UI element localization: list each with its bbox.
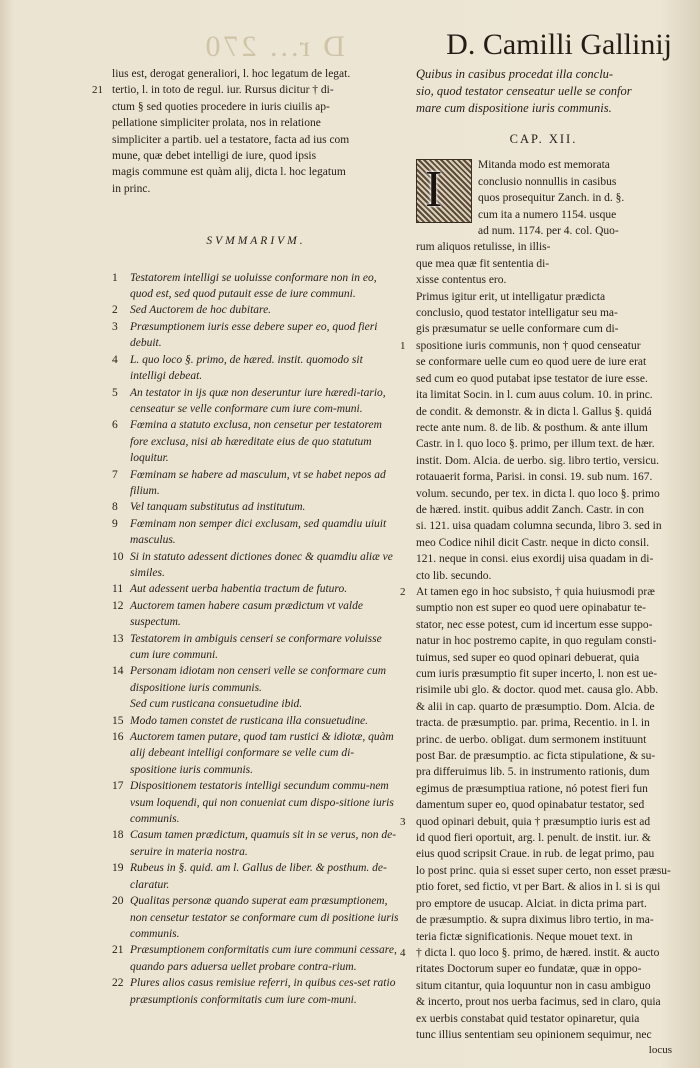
- margin-note-number: 3: [400, 815, 406, 828]
- summary-text: Fœmina a statuto exclusa, non censetur per testatorem fore exclusa, nisi ab hæreditate eius de quo statutum loquitur.: [130, 419, 382, 465]
- summary-number: 16: [112, 731, 124, 744]
- text-line: [112, 164, 400, 180]
- summary-text: Dispositionem testatoris intelligi secundum commu-nem vsum loquendi, qui non conueniat cum dispo-sitione iuris communis.: [130, 780, 394, 826]
- summary-item: [112, 302, 400, 318]
- line-text: lius est, derogat generaliori, l. hoc legatum de legat.: [112, 68, 351, 80]
- line-text: tuimus, sed super eo quod opinari debuerat, quia: [416, 651, 640, 664]
- summary-text: Personam idiotam non censeri velle se conformare cum dispositione iuris communis.: [130, 665, 387, 694]
- line-text: pellatione simpliciter prolata, nos in relatione: [112, 117, 321, 130]
- line-text: de condit. & demonstr. & in dicta l. Gallus §. quidá: [416, 405, 652, 418]
- line-text: At tamen ego in hoc subsisto, † quia huiusmodi præ: [416, 585, 655, 598]
- line-text: recte ante num. 8. de lib. & posthum. & ante illum: [416, 421, 648, 434]
- text-line: [416, 321, 671, 337]
- text-line: [416, 715, 671, 731]
- margin-note-number: 21: [92, 84, 103, 97]
- line-text: quos prosequitur Zanch. in d. §.: [478, 192, 625, 205]
- line-text: id quod fieri oportuit, arg. l. penult. de instit. iur. &: [416, 832, 651, 845]
- summary-item: [112, 385, 400, 418]
- margin-note-number: 1: [400, 339, 406, 352]
- summary-number: 12: [112, 599, 124, 612]
- text-line: [112, 66, 400, 82]
- text-line: [416, 420, 671, 436]
- summary-list: [112, 270, 400, 1008]
- summary-number: 19: [112, 862, 124, 875]
- line-text: & alii in cap. quarto de præsumptio. Dom. Alcia. de: [416, 700, 655, 713]
- margin-note-number: 2: [400, 585, 406, 598]
- line-text: mune, quæ debet intelligi de iure, quod ipsis: [112, 150, 317, 163]
- line-text: Primus igitur erit, ut intelligatur prædicta: [416, 290, 606, 303]
- text-line: [416, 289, 671, 305]
- summary-number: 13: [112, 632, 124, 645]
- line-text: cum iuris præsumptio fit super incerto, l. non est ue-: [416, 668, 658, 680]
- line-text: gis præsumatur se uelle conformare cum di-: [416, 323, 619, 336]
- summary-item: [112, 549, 400, 582]
- text-line: [416, 436, 671, 452]
- summary-text: Fœminam non semper dici exclusam, sed quamdiu uiuit masculus.: [130, 517, 387, 547]
- text-line: [416, 961, 671, 977]
- chapter-summary-italic: [416, 66, 671, 117]
- text-line: [112, 99, 400, 115]
- text-line: [416, 797, 671, 813]
- summary-text: Præsumptionem iuris esse debere super eo, quod fieri debuit.: [130, 320, 378, 350]
- line-text: sed cum eo quod putabat ipse testator de iure esse.: [416, 372, 648, 385]
- line-text: eius quod scripsit Craue. in rub. de legat primo, pau: [416, 848, 655, 861]
- text-line: [416, 272, 671, 288]
- text-line: [416, 387, 671, 403]
- summary-item: [112, 893, 400, 942]
- line-text: se conformare uelle cum eo quod uere de iure erat: [416, 356, 647, 369]
- summary-text: An testator in ijs quæ non deseruntur iure hæredi-tario, censeatur se velle conformare cum iure com-muni.: [130, 386, 386, 415]
- text-line: [416, 223, 671, 239]
- summary-text: Sed cum rusticana consuetudine ibid.: [130, 698, 303, 711]
- summary-item: [112, 696, 400, 712]
- summary-item: [112, 713, 400, 729]
- text-line: [416, 157, 671, 173]
- text-line: [400, 814, 671, 830]
- left-intro-text: [92, 66, 400, 197]
- line-text: ita limitat Socin. in l. cum auus colum. 10. in princ.: [416, 389, 653, 402]
- summary-text: Si in statuto adessent dictiones donec & quamdiu aliæ ve similes.: [130, 550, 393, 579]
- line-text: que mea quæ fit sententia di-: [416, 257, 550, 270]
- summary-number: 18: [112, 829, 124, 842]
- text-line: [416, 978, 671, 994]
- line-text: Mitanda modo est memorata: [478, 159, 610, 172]
- summary-item: [112, 942, 400, 975]
- text-line: [416, 174, 671, 190]
- summary-item: [112, 581, 400, 597]
- line-text: de præsumptio. & supra diximus libro tertio, in ma-: [416, 914, 654, 927]
- text-line: [416, 863, 671, 879]
- line-text: si. 121. uisa quadam columna secunda, libro 3. sed in: [416, 520, 662, 533]
- text-line: [416, 781, 671, 797]
- text-line: [416, 256, 671, 272]
- catchword: locus: [648, 1044, 672, 1056]
- text-line: [416, 912, 671, 928]
- chapter-heading: CAP. XII.: [509, 132, 578, 146]
- summary-text: Testatorem intelligi se uoluisse conformare non in eo, quod est, sed quod putauit esse de iure communi.: [130, 271, 377, 301]
- line-text: xisse contentus ero.: [416, 274, 507, 287]
- summary-number: 3: [112, 320, 118, 333]
- text-line: [416, 830, 671, 846]
- summary-text: Plures alios casus remisiue referri, in quibus ces-set ratio præsumptionis conformitatis cum iure com-muni.: [130, 977, 396, 1006]
- text-line: [416, 650, 671, 666]
- summary-number: 6: [112, 419, 118, 432]
- line-text: egimus de præsumptiua ratione, nó potest fieri fun: [416, 782, 648, 795]
- text-line: [416, 699, 671, 715]
- line-text: tracta. de præsumptio. par. prima, Recentio. in l. in: [416, 717, 650, 730]
- text-line: [416, 1011, 671, 1027]
- text-line: [112, 115, 400, 131]
- text-line: [416, 568, 671, 584]
- line-text: in princ.: [112, 182, 151, 195]
- left-column: [92, 66, 400, 1008]
- text-line: [416, 879, 671, 895]
- text-line: [416, 551, 671, 567]
- line-text: volum. secundo, per tex. in dicta l. quo loco §. primo: [416, 487, 660, 500]
- line-text: pro emptore de usucap. Alciat. in dicta prima part.: [416, 897, 647, 910]
- summary-item: [112, 975, 400, 1008]
- text-line: [416, 633, 671, 649]
- margin-note-number: 4: [400, 946, 406, 959]
- line-text: cto lib. secundo.: [416, 569, 492, 582]
- text-line: [92, 82, 400, 98]
- line-text: 121. neque in consi. eius exordij uisa quadam in di-: [416, 553, 654, 566]
- summary-number: 4: [112, 353, 118, 366]
- text-line: [400, 584, 671, 600]
- italic-line: Quibus in casibus procedat illa conclu-: [416, 67, 614, 81]
- summary-text: Fœminam se habere ad masculum, vt se habet nepos ad filium.: [130, 468, 386, 497]
- text-line: [416, 371, 671, 387]
- line-text: lo post princ. quia si esset super certo, non esset præsu-: [416, 864, 671, 877]
- text-line: [416, 666, 671, 682]
- text-line: [416, 207, 671, 223]
- line-text: tunc illius sententiam seu opinionem sequimur, nec: [416, 1028, 652, 1041]
- summary-number: 17: [112, 780, 124, 793]
- running-header: D. Camilli Gallinij: [446, 28, 672, 61]
- text-line: [416, 404, 671, 420]
- summary-number: 22: [112, 977, 124, 990]
- text-line: [416, 764, 671, 780]
- summary-item: [112, 631, 400, 664]
- summary-item: [112, 729, 400, 778]
- summary-text: Auctorem tamen habere casum prædictum vt valde suspectum.: [130, 599, 363, 629]
- summary-number: 1: [112, 271, 118, 284]
- text-line: [416, 732, 671, 748]
- line-text: situm citantur, quia loquuntur non in casu ambiguo: [416, 979, 651, 992]
- summary-item: [112, 516, 400, 549]
- summary-text: Aut adessent uerba habentia tractum de futuro.: [130, 583, 348, 596]
- summary-text: Testatorem in ambiguis censeri se conformare voluisse cum iure communi.: [130, 632, 382, 661]
- line-text: princ. de uerbo. obligat. dum sermonem instituunt: [416, 733, 647, 746]
- line-text: Castr. in l. quo loco §. primo, per illum text. de hær.: [416, 438, 655, 451]
- text-line: [416, 896, 671, 912]
- line-text: tertio, l. in toto de regul. iur. Rursus dicitur † di-: [112, 84, 334, 97]
- summary-item: [112, 499, 400, 515]
- line-text: sumptio non est super eo quod uere opinabatur te-: [416, 602, 646, 615]
- summary-item: [112, 778, 400, 827]
- line-text: ad num. 1174. per 4. col. Quo-: [478, 225, 619, 238]
- line-text: † dicta l. quo loco §. primo, de hæred. instit. & aucto: [416, 946, 660, 959]
- summary-text: L. quo loco §. primo, de hæred. instit. quomodo sit intelligi debeat.: [130, 353, 363, 383]
- summary-item: [112, 270, 400, 303]
- line-text: ctum § sed quoties procedere in iuris ciuilis ap-: [112, 100, 330, 113]
- text-line: [416, 502, 671, 518]
- summary-item: [112, 827, 400, 860]
- summary-number: 2: [112, 304, 118, 317]
- summary-number: 5: [112, 386, 118, 399]
- summary-number: 9: [112, 517, 118, 530]
- line-text: spositione iuris communis, non † quod censeatur: [416, 339, 641, 352]
- summary-text: Qualitas personæ quando superat eam præsumptionem, non censetur testator se conformare cum di positione iuris communis.: [130, 895, 399, 940]
- text-line: [416, 535, 671, 551]
- line-text: teria fictæ significationis. Neque mouet text. in: [416, 930, 633, 943]
- summary-item: [112, 352, 400, 385]
- text-line: [112, 132, 400, 148]
- line-text: risimile ubi glo. & doctor. quod met. causa glo. Abb.: [416, 684, 659, 697]
- right-column: [400, 66, 671, 1043]
- summary-item: [112, 598, 400, 631]
- text-line: [112, 181, 400, 197]
- summary-item: [112, 467, 400, 500]
- text-line: [416, 617, 671, 633]
- text-line: [416, 305, 671, 321]
- text-line: [416, 748, 671, 764]
- initial-letter: I: [425, 161, 443, 219]
- summary-number: 21: [112, 944, 124, 957]
- line-text: meo Codice nihil dicit Castr. neque in dicto consil.: [416, 536, 650, 549]
- line-text: ex uerbis constabat quid testator opinaretur, quia: [416, 1012, 640, 1025]
- summary-text: Præsumptionem conformitatis cum iure communi cessare, quando pars aduersa uellet probare contra-rium.: [130, 944, 397, 973]
- line-text: de hæred. instit. quibus addit Zanch. Castr. in con: [416, 503, 645, 516]
- bleed-through-text: D r... 270: [202, 30, 345, 63]
- text-line: [416, 239, 671, 255]
- line-text: ptio foret, sed fictio, vt per Bart. & alios in l. si is qui: [416, 881, 661, 894]
- summarium-heading: SVMMARIVM.: [206, 235, 306, 248]
- text-line: [416, 354, 671, 370]
- text-line: [400, 945, 671, 961]
- summary-text: Modo tamen constet de rusticana illa consuetudine.: [130, 714, 368, 727]
- text-line: [416, 1027, 671, 1043]
- line-text: cum ita a numero 1154. usque: [478, 208, 617, 221]
- summary-number: 11: [112, 583, 124, 596]
- line-text: ritates Doctorum super eo fundatæ, quæ in oppo-: [416, 963, 642, 976]
- line-text: magis commune est quàm alij, dicta l. hoc legatum: [112, 166, 346, 179]
- text-line: [416, 929, 671, 945]
- text-line: [416, 486, 671, 502]
- summary-item: [112, 663, 400, 696]
- text-line: [416, 453, 671, 469]
- summary-text: Sed Auctorem de hoc dubitare.: [130, 304, 272, 317]
- line-text: pra differuimus lib. 5. in instrumento rationis, dum: [416, 766, 650, 779]
- text-line: [416, 994, 671, 1010]
- summary-text: Vel tanquam substitutus ad institutum.: [130, 501, 306, 514]
- line-text: rotauaerit forma, Parisi. in consi. 19. sub num. 167.: [416, 471, 653, 484]
- text-line: [416, 190, 671, 206]
- line-text: & incerto, prout nos uerba facimus, sed in claro, quia: [416, 996, 661, 1009]
- line-text: conclusio nonnullis in casibus: [478, 175, 617, 188]
- summary-number: 15: [112, 714, 124, 727]
- right-body-text: [400, 157, 671, 1043]
- summary-number: 10: [112, 550, 124, 563]
- summary-text: Rubeus in §. quid. am l. Gallus de liber. & posthum. de-claratur.: [130, 862, 387, 891]
- italic-line: sio, quod testator censeatur uelle se confor: [416, 84, 632, 98]
- line-text: rum aliquos retulisse, in illis-: [416, 241, 551, 254]
- text-line: [416, 600, 671, 616]
- line-text: damentum super eo, quod opinabatur testator, sed: [416, 799, 645, 812]
- summary-item: [112, 417, 400, 466]
- summary-text: Auctorem tamen putare, quod tam rustici & idiotæ, quàm alij debeant intelligi conformare se velle cum di-spositione iuris communis.: [130, 731, 394, 776]
- text-line: [416, 518, 671, 534]
- summary-number: 20: [112, 895, 124, 908]
- text-line: [416, 846, 671, 862]
- line-text: conclusio, quod testator intelligatur seu ma-: [416, 307, 618, 320]
- line-text: simpliciter a partib. uel a testatore, facta ad ius com: [112, 133, 350, 146]
- text-line: [400, 338, 671, 354]
- summary-number: 14: [112, 665, 124, 678]
- line-text: instit. Dom. Alcia. de uerbo. sig. libro tertio, versicu.: [416, 454, 660, 467]
- summary-number: 7: [112, 468, 118, 481]
- text-line: [416, 682, 671, 698]
- line-text: post Bar. de præsumptio. ac ficta stipulatione, & su-: [416, 750, 656, 763]
- line-text: natur in hoc postremo capite, in quo regulam consti-: [416, 635, 657, 648]
- text-line: [112, 148, 400, 164]
- text-line: [416, 469, 671, 485]
- line-text: quod opinari debuit, quia † præsumptio iuris est ad: [416, 815, 651, 828]
- summary-item: [112, 860, 400, 893]
- summary-text: Casum tamen prædictum, quamuis sit in se verus, non de-seruire in materia nostra.: [130, 829, 397, 858]
- line-text: stator, nec esse potest, cum id incertum esse suppo-: [416, 618, 653, 631]
- summary-item: [112, 319, 400, 352]
- summary-number: 8: [112, 501, 118, 514]
- italic-line: mare cum dispositione iuris communis.: [416, 101, 612, 115]
